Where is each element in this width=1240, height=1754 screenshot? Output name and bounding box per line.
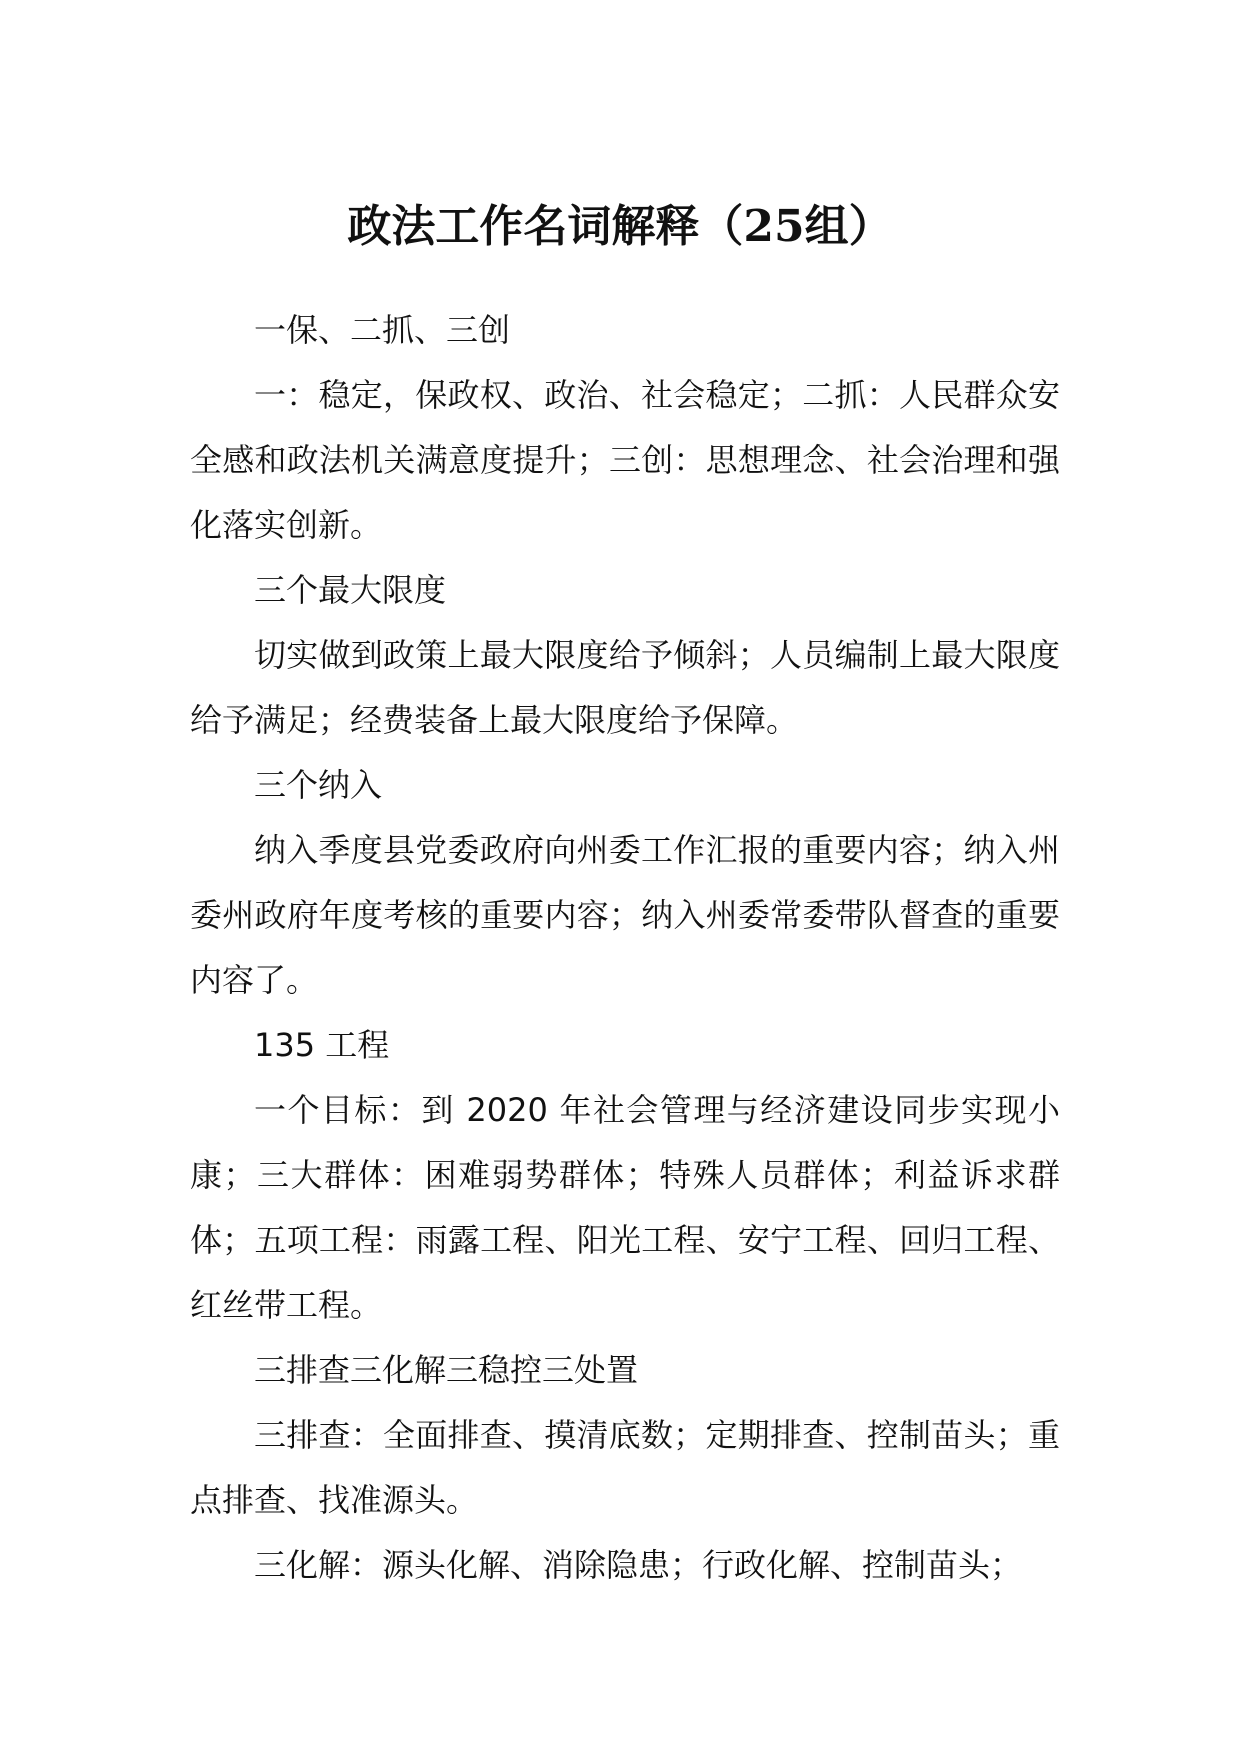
section-heading: 三个纳入 xyxy=(254,766,383,804)
paragraph: 纳入季度县党委政府向州委工作汇报的重要内容；纳入州委州政府年度考核的重要内容；纳入州委常委带队督查的重要内容了。 xyxy=(190,831,1060,999)
section-heading: 135 工程 xyxy=(254,1026,390,1064)
document-title: 政法工作名词解释（25组） xyxy=(347,201,893,253)
paragraph: 一个目标：到 2020 年社会管理与经济建设同步实现小康；三大群体：困难弱势群体；特殊人员群体；利益诉求群体；五项工程：雨露工程、阳光工程、安宁工程、回归工程、红丝带工程。 xyxy=(190,1091,1060,1324)
paragraph: 一：稳定，保政权、政治、社会稳定；二抓：人民群众安全感和政法机关满意度提升；三创：思想理念、社会治理和强化落实创新。 xyxy=(190,376,1060,544)
paragraph: 三化解：源头化解、消除隐患；行政化解、控制苗头； xyxy=(254,1546,1023,1584)
paragraph: 切实做到政策上最大限度给予倾斜；人员编制上最大限度给予满足；经费装备上最大限度给予保障。 xyxy=(190,636,1060,739)
document-body xyxy=(190,298,1060,1598)
section-heading: 三个最大限度 xyxy=(254,571,447,609)
section-heading: 一保、二抓、三创 xyxy=(254,311,511,349)
section-heading: 三排查三化解三稳控三处置 xyxy=(254,1351,639,1389)
paragraph: 三排查：全面排查、摸清底数；定期排查、控制苗头；重点排查、找准源头。 xyxy=(190,1416,1060,1519)
